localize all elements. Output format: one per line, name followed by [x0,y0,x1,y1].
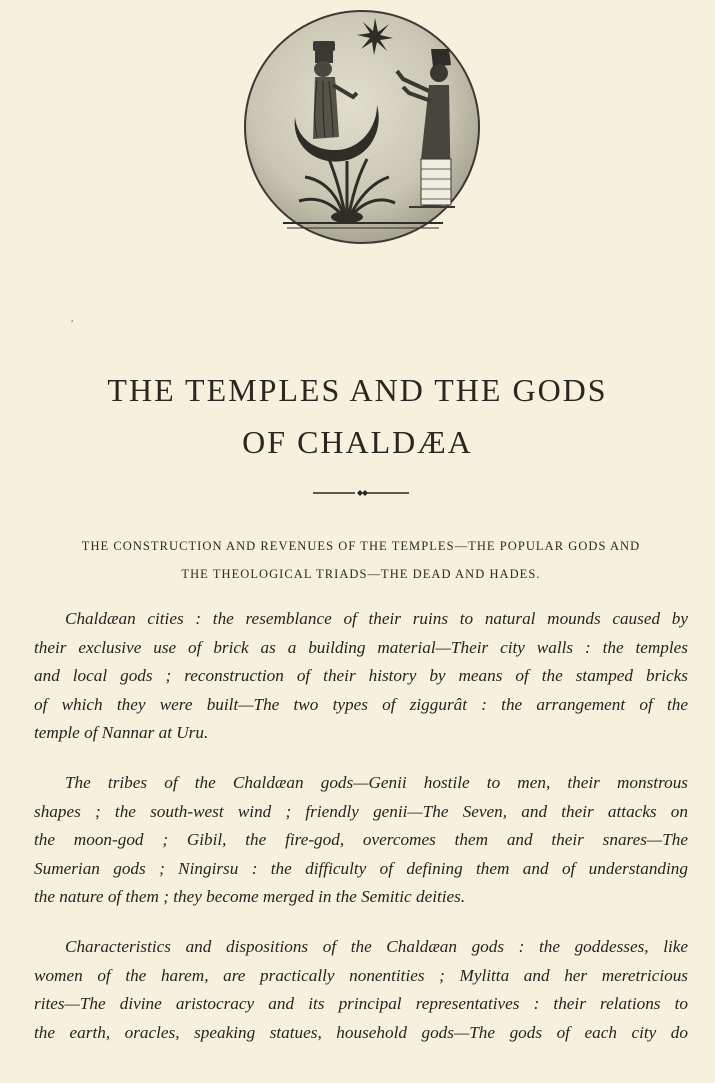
paragraph-line: the nature of them ; they become merged in the Semitic deities. [34,887,466,906]
paragraph-line: women of the harem, are practically nonentities ; Mylitta and her meretricious [34,965,688,985]
paragraph-line: Sumerian gods ; Ningirsu : the difficulty of defining them and of understanding [34,858,688,878]
paragraph-line: the moon-god ; Gibil, the fire-god, overcomes them and their snares—The [34,830,688,849]
seal-illustration [243,9,481,245]
paragraph-line: of which they were built—The two types of ziggurât : the arrangement of the [34,694,688,714]
chapter-title-line-1: THE TEMPLES AND THE GODS [107,372,608,408]
seal-icon [243,9,481,245]
paragraph-line: rites—The divine aristocracy and its principal representatives : their relations to [34,994,688,1013]
paragraph-line: shapes ; the south-west wind ; friendly genii—The Seven, and their attacks on [34,801,688,821]
stray-mark: , [71,313,74,323]
paragraph-line: and local gods ; reconstruction of their history by means of the stamped bricks [34,666,688,685]
paragraph-line: their exclusive use of brick as a building material—Their city walls : the temples [34,637,688,657]
paragraph-line: Chaldæan cities : the resemblance of their ruins to natural mounds caused by [65,609,688,628]
paragraph-line: Characteristics and dispositions of the Chaldæan gods : the goddesses, like [65,937,688,956]
paragraph-1 [34,605,688,748]
paragraph-2 [34,769,688,912]
paragraph-3 [34,933,688,1047]
paragraph-line: The tribes of the Chaldæan gods—Genii hostile to men, their monstrous [65,773,688,792]
chapter-title-line-2: OF CHALDÆA [242,424,473,460]
chapter-summary-line-1: THE CONSTRUCTION AND REVENUES OF THE TEMPLES—THE POPULAR GODS AND [81,539,641,553]
chapter-summary-line-2: THE THEOLOGICAL TRIADS—THE DEAD AND HADES. [181,567,541,581]
paragraph-line: the earth, oracles, speaking statues, household gods—The gods of each city do [34,1022,688,1042]
ornament-divider [313,486,409,500]
paragraph-line: temple of Nannar at Uru. [34,723,209,742]
